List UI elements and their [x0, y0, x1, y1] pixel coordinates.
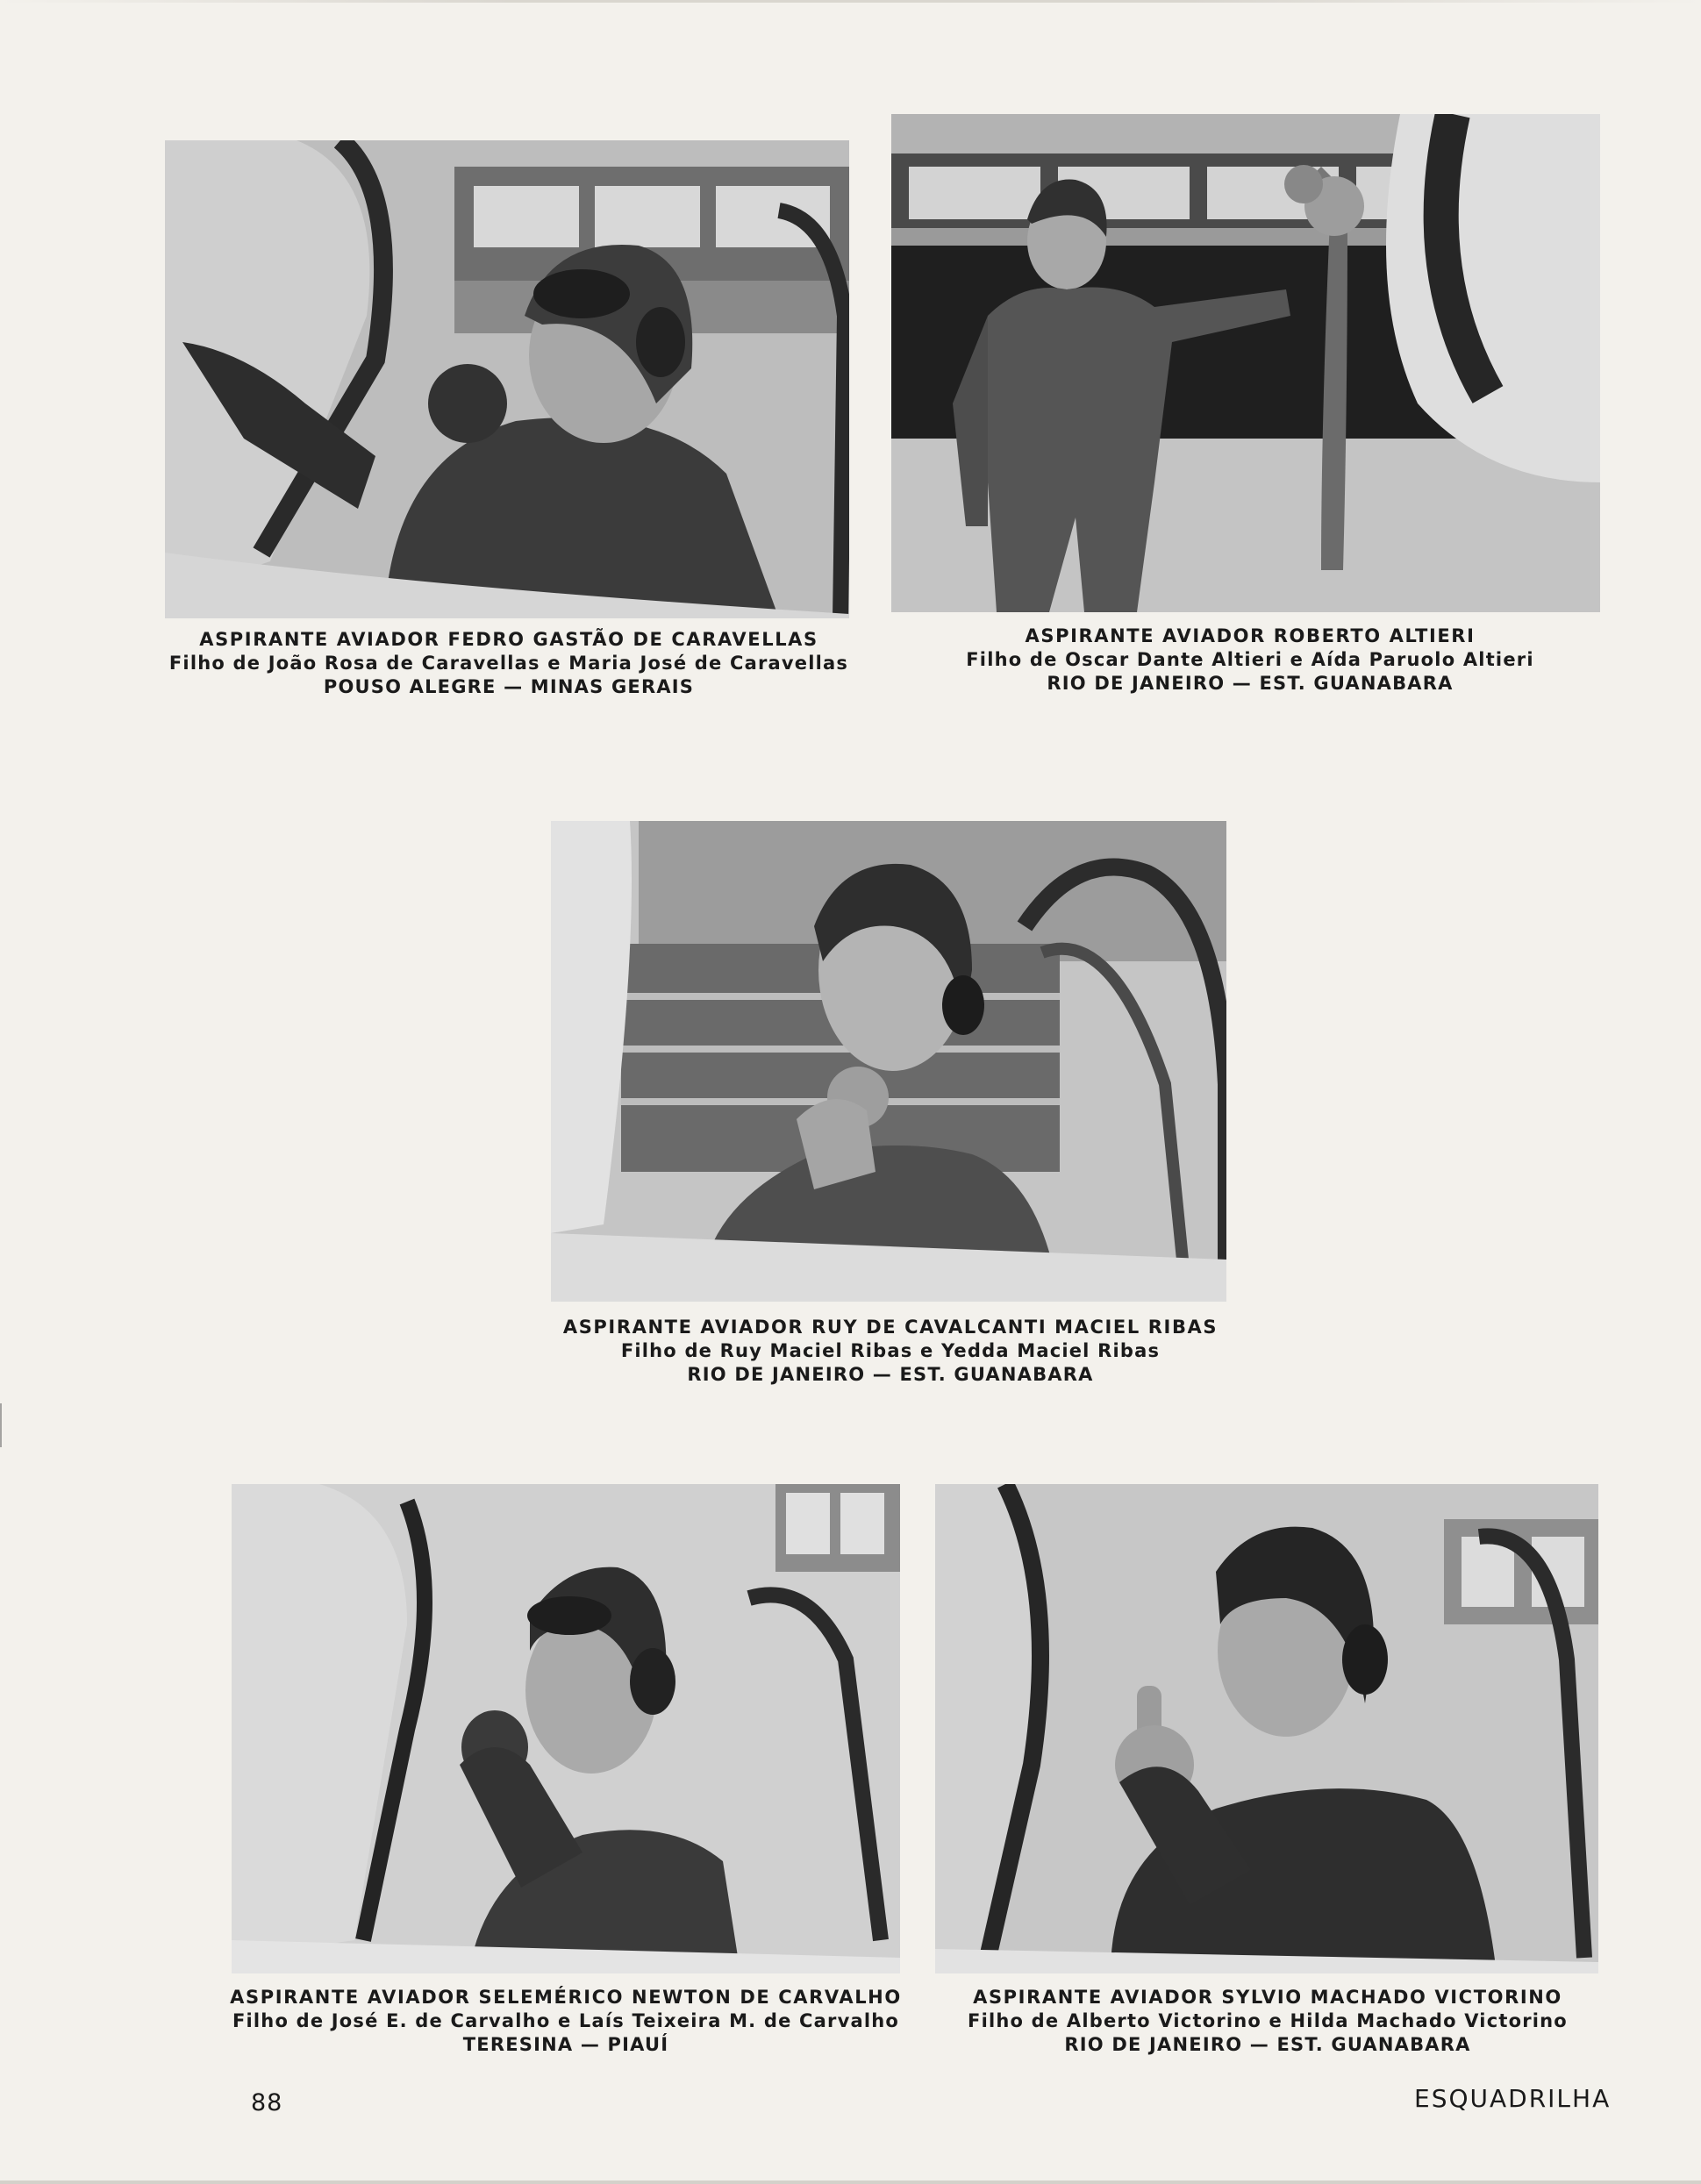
page-number: 88 [251, 2089, 283, 2116]
pilot-name: ASPIRANTE AVIADOR RUY DE CAVALCANTI MACIEL RIBAS [562, 1317, 1219, 1338]
scan-mark [0, 1403, 9, 1447]
pilot-parents: Filho de Ruy Maciel Ribas e Yedda Maciel Ribas [620, 1340, 1161, 1361]
photo-pilot-2 [891, 114, 1600, 612]
caption-pilot-2 [886, 625, 1614, 696]
magazine-name: ESQUADRILHA [1414, 2084, 1612, 2113]
pilot-parents: Filho de Oscar Dante Altieri e Aída Paruolo Altieri [966, 649, 1534, 670]
pilot-parents: Filho de Alberto Victorino e Hilda Machado Victorino [968, 2010, 1568, 2031]
pilot-name: ASPIRANTE AVIADOR SYLVIO MACHADO VICTORINO [973, 1987, 1562, 2008]
pilot-origin: POUSO ALEGRE — MINAS GERAIS [323, 676, 695, 697]
page-edge [0, 2180, 1701, 2184]
caption-pilot-4 [211, 1986, 921, 2057]
pilot-origin: RIO DE JANEIRO — EST. GUANABARA [1047, 673, 1454, 694]
pilot-name: ASPIRANTE AVIADOR ROBERTO ALTIERI [1025, 625, 1476, 646]
pilot-parents: Filho de José E. de Carvalho e Laís Teixeira M. de Carvalho [232, 2010, 900, 2031]
pilot-name: ASPIRANTE AVIADOR FEDRO GASTÃO DE CARAVELLAS [199, 629, 818, 650]
pilot-name: ASPIRANTE AVIADOR SELEMÉRICO NEWTON DE CARVALHO [230, 1987, 902, 2008]
caption-pilot-3 [544, 1316, 1237, 1387]
photo-pilot-5 [935, 1484, 1598, 1973]
photo-pilot-1 [165, 140, 849, 618]
caption-pilot-5 [921, 1986, 1614, 2057]
photo-pilot-3 [551, 821, 1226, 1302]
pilot-parents: Filho de João Rosa de Caravellas e Maria José de Caravellas [168, 653, 849, 674]
photo-pilot-4 [232, 1484, 900, 1973]
page-edge [0, 0, 1701, 3]
pilot-origin: RIO DE JANEIRO — EST. GUANABARA [1064, 2034, 1471, 2055]
caption-pilot-1 [158, 628, 860, 699]
pilot-origin: TERESINA — PIAUÍ [462, 2034, 669, 2055]
pilot-origin: RIO DE JANEIRO — EST. GUANABARA [687, 1364, 1094, 1385]
